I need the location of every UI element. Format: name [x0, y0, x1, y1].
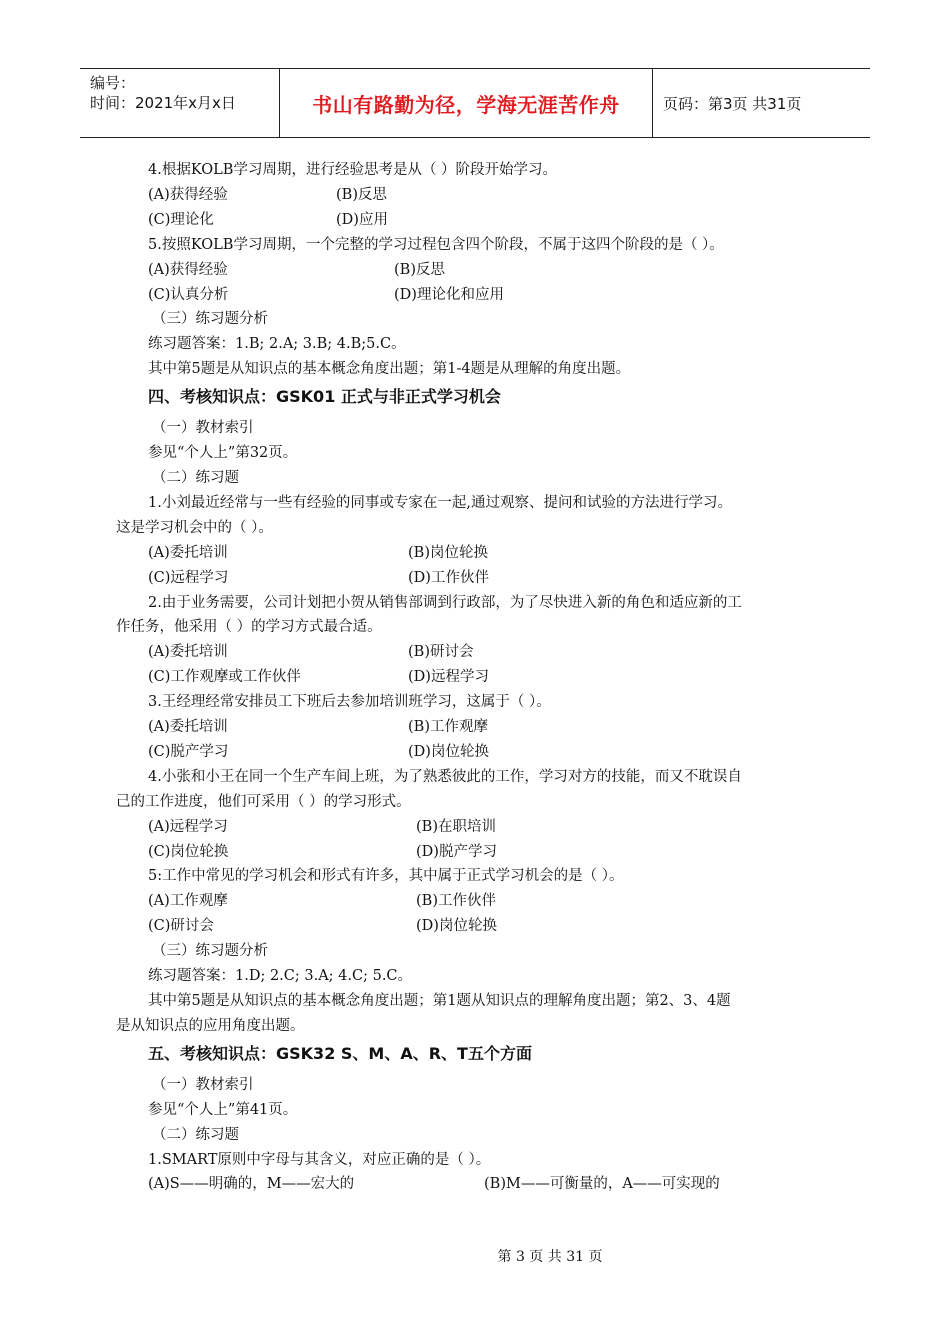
answer-line: 练习题答案：1.B; 2.A; 3.B; 4.B;5.C。 [148, 336, 406, 353]
option: (C)研讨会 [148, 918, 214, 935]
page-footer: 第 3 页 共 31 页 [497, 1249, 603, 1265]
option: (B)研讨会 [408, 644, 474, 661]
note-line: 其中第5题是从知识点的基本概念角度出题；第1题从知识点的理解角度出题；第2、3、4题 [148, 993, 731, 1009]
question-text: 作任务，他采用（ ）的学习方式最合适。 [116, 619, 382, 636]
section-title: 四、考核知识点：GSK01 正式与非正式学习机会 [148, 387, 501, 407]
number-label: 编号： [90, 74, 136, 92]
option: (D)远程学习 [408, 669, 489, 686]
option: (D)岗位轮换 [416, 918, 497, 935]
option: (B)工作伙伴 [416, 893, 496, 910]
option: (D)应用 [336, 211, 388, 228]
question-text: 1.SMART原则中字母与其含义，对应正确的是（ ）。 [148, 1151, 491, 1168]
option: (B)工作观摩 [408, 719, 488, 736]
question-text: 3.王经理经常安排员工下班后去参加培训班学习，这属于（ ）。 [148, 694, 551, 711]
options-row [116, 740, 838, 765]
question-text: 5:工作中常见的学习机会和形式有许多，其中属于正式学习机会的是（ ）。 [148, 868, 624, 885]
option: (A)委托培训 [148, 644, 228, 661]
subsection-heading: （一）教材索引 [152, 1076, 254, 1093]
option: (C)认真分析 [148, 286, 229, 303]
option: (D)脱产学习 [416, 843, 497, 860]
subsection-heading: （二）练习题 [152, 1126, 239, 1143]
answer-line: 练习题答案：1.D; 2.C; 3.A; 4.C; 5.C。 [148, 968, 413, 985]
note-line: 是从知识点的应用角度出题。 [116, 1017, 305, 1034]
option: (C)脱产学习 [148, 743, 229, 760]
option: (A)工作观摩 [148, 893, 228, 910]
option: (B)反思 [336, 186, 387, 203]
options-row [116, 715, 838, 740]
option: (A)获得经验 [148, 261, 228, 278]
option: (D)岗位轮换 [408, 743, 489, 760]
header-meta [80, 69, 280, 137]
section-title: 五、考核知识点：GSK32 S、M、A、R、T五个方面 [148, 1043, 532, 1063]
option: (B)岗位轮换 [408, 544, 488, 561]
time-label: 时间：2021年x月x日 [90, 94, 236, 112]
option: (D)工作伙伴 [408, 569, 489, 586]
option: (B)M——可衡量的，A——可实现的 [484, 1176, 720, 1193]
option: (B)反思 [394, 261, 445, 278]
option: (C)理论化 [148, 211, 214, 228]
options-row [116, 566, 838, 591]
page-header [80, 68, 870, 138]
options-row [116, 815, 838, 840]
options-row [116, 640, 838, 665]
header-motto: 书山有路勤为径，学海无涯苦作舟 [280, 69, 653, 137]
question-text: 4.根据KOLB学习周期，进行经验思考是从（ ）阶段开始学习。 [148, 162, 558, 178]
option: (C)岗位轮换 [148, 843, 229, 860]
options-row [116, 283, 838, 308]
reference-line: 参见“个人上”第41页。 [148, 1101, 298, 1118]
options-row [116, 208, 838, 233]
option: (A)远程学习 [148, 818, 228, 835]
question-text: 1.小刘最近经常与一些有经验的同事或专家在一起,通过观察、提问和试验的方法进行学习。 [148, 494, 732, 511]
option: (A)委托培训 [148, 544, 228, 561]
subsection-heading: （三）练习题分析 [152, 943, 268, 960]
options-row [116, 840, 838, 865]
subsection-heading: （一）教材索引 [152, 420, 254, 437]
option: (A)S——明确的，M——宏大的 [148, 1176, 355, 1193]
subsection-heading: （三）练习题分析 [152, 311, 268, 328]
option: (C)远程学习 [148, 569, 229, 586]
options-row [116, 889, 838, 914]
question-text: 2.由于业务需要，公司计划把小贺从销售部调到行政部，为了尽快进入新的角色和适应新的工 [148, 594, 742, 611]
option: (A)获得经验 [148, 186, 228, 203]
reference-line: 参见“个人上”第32页。 [148, 445, 298, 462]
options-row [116, 258, 838, 283]
options-row [116, 541, 838, 566]
question-text: 5.按照KOLB学习周期，一个完整的学习过程包含四个阶段，不属于这四个阶段的是（ ）。 [148, 236, 724, 253]
question-text: 这是学习机会中的（ ）。 [116, 519, 273, 536]
option: (B)在职培训 [416, 818, 496, 835]
options-row [116, 1172, 838, 1197]
question-text: 己的工作进度，他们可采用（ ）的学习形式。 [116, 793, 411, 810]
options-row [116, 183, 838, 208]
option: (A)委托培训 [148, 719, 228, 736]
question-text: 4.小张和小王在同一个生产车间上班，为了熟悉彼此的工作，学习对方的技能，而又不耽误自 [148, 768, 742, 785]
options-row [116, 914, 838, 939]
options-row [116, 665, 838, 690]
document-body [116, 158, 838, 1197]
option: (D)理论化和应用 [394, 286, 504, 303]
option: (C)工作观摩或工作伙伴 [148, 669, 301, 686]
note-line: 其中第5题是从知识点的基本概念角度出题；第1-4题是从理解的角度出题。 [148, 361, 631, 378]
header-page-label: 页码：第3页 共31页 [663, 94, 802, 113]
subsection-heading: （二）练习题 [152, 469, 239, 486]
